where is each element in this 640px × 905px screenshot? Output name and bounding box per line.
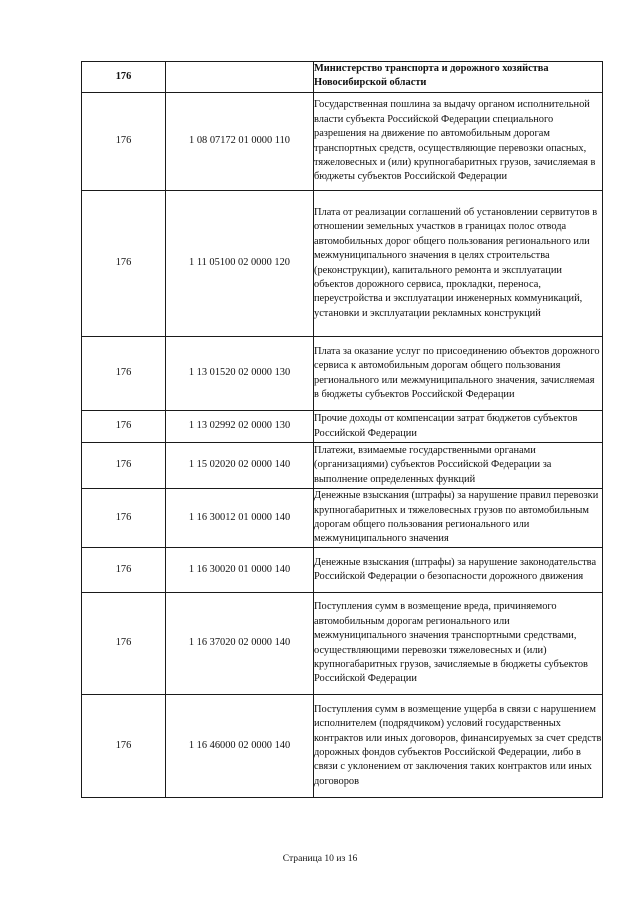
- name-cell: [314, 337, 603, 411]
- table-row: [82, 337, 603, 411]
- name-cell: [314, 548, 603, 593]
- budget-code-cell: 1 16 37020 02 0000 140: [166, 593, 314, 695]
- table-row: [82, 443, 603, 489]
- budget-code-cell: 1 13 01520 02 0000 130: [166, 337, 314, 411]
- budget-code-cell: 1 13 02992 02 0000 130: [166, 411, 314, 443]
- name-text: Платежи, взимаемые государственными органами (организациями) субъектов Российской Федерации за выполнение определенных функций: [314, 444, 552, 485]
- header-name-cell: [314, 62, 603, 93]
- name-text: Поступления сумм в возмещение вреда, причиняемого автомобильным дорогам регионального или межмуниципального значения транспортными средствами, осуществляющими перевозки тяжеловесных и (или) крупногабаритных грузов, зачисляемые в бюджеты субъектов Российской Федерации: [314, 601, 588, 685]
- header-admin-code-cell: 176: [82, 62, 166, 93]
- name-cell: [314, 93, 603, 191]
- table-row: [82, 548, 603, 593]
- name-text: Плата от реализации соглашений об установлении сервитутов в отношении земельных участков в границах полос отвода автомобильных дорог общего пользования регионального или межмуниципального значения в целях строительства (реконструкции), капитального ремонта и эксплуатации объектов дорожного сервиса, прокладки, переноса, переустройства и эксплуатации инженерных коммуникаций, установки и эксплуатации рекламных конструкций: [314, 206, 598, 319]
- admin-code-cell: 176: [82, 548, 166, 593]
- admin-code-cell: 176: [82, 489, 166, 548]
- admin-code-cell: 176: [82, 337, 166, 411]
- name-cell: [314, 443, 603, 489]
- revenue-codes-table: [81, 61, 603, 798]
- admin-code-cell: 176: [82, 593, 166, 695]
- admin-code-cell: 176: [82, 411, 166, 443]
- budget-code-cell: 1 08 07172 01 0000 110: [166, 93, 314, 191]
- table-header-row: [82, 62, 603, 93]
- table-row: [82, 695, 603, 798]
- name-cell: [314, 695, 603, 798]
- name-cell: [314, 593, 603, 695]
- name-cell: [314, 191, 603, 337]
- name-text: Поступления сумм в возмещение ущерба в связи с нарушением исполнителем (подрядчиком) условий государственных контрактов или иных договоров, финансируемых за счет средств дорожных фондов субъектов Российской Федерации, либо в связи с уклонением от заключения таких контрактов или иных договоров: [314, 703, 602, 787]
- admin-code-cell: 176: [82, 93, 166, 191]
- name-text: Государственная пошлина за выдачу органом исполнительной власти субъекта Российской Федерации специального разрешения на движение по автомобильным дорогам транспортных средств, осуществляющие перевозки опасных, тяжеловесных и (или) крупногабаритных грузов, зачисляемая в бюджеты субъектов Российской Федерации: [314, 99, 596, 183]
- name-text: Плата за оказание услуг по присоединению объектов дорожного сервиса к автомобильным дорогам общего пользования регионального или межмуниципального значения, зачисляемая в бюджеты субъектов Российской Федерации: [314, 345, 600, 400]
- budget-code-cell: 1 15 02020 02 0000 140: [166, 443, 314, 489]
- budget-code-cell: 1 11 05100 02 0000 120: [166, 191, 314, 337]
- table-row: [82, 593, 603, 695]
- table-row: [82, 489, 603, 548]
- name-text: Денежные взыскания (штрафы) за нарушение правил перевозки крупногабаритных и тяжеловесных грузов по автомобильным дорогам общего пользования регионального или межмуниципального значения: [314, 490, 599, 545]
- budget-code-cell: 1 16 46000 02 0000 140: [166, 695, 314, 798]
- name-text: Денежные взыскания (штрафы) за нарушение законодательства Российской Федерации о безопасности дорожного движения: [314, 556, 597, 582]
- table-row: [82, 93, 603, 191]
- header-budget-code-cell: [166, 62, 314, 93]
- page-number-footer: Страница 10 из 16: [282, 853, 358, 864]
- table-row: [82, 191, 603, 337]
- name-cell: [314, 411, 603, 443]
- name-cell: [314, 489, 603, 548]
- admin-code-cell: 176: [82, 443, 166, 489]
- name-text: Прочие доходы от компенсации затрат бюджетов субъектов Российской Федерации: [314, 413, 578, 439]
- table-row: [82, 411, 603, 443]
- admin-code-cell: 176: [82, 695, 166, 798]
- admin-code-cell: 176: [82, 191, 166, 337]
- budget-code-cell: 1 16 30020 01 0000 140: [166, 548, 314, 593]
- budget-code-cell: 1 16 30012 01 0000 140: [166, 489, 314, 548]
- header-name-text: Министерство транспорта и дорожного хозяйства Новосибирской области: [314, 63, 549, 89]
